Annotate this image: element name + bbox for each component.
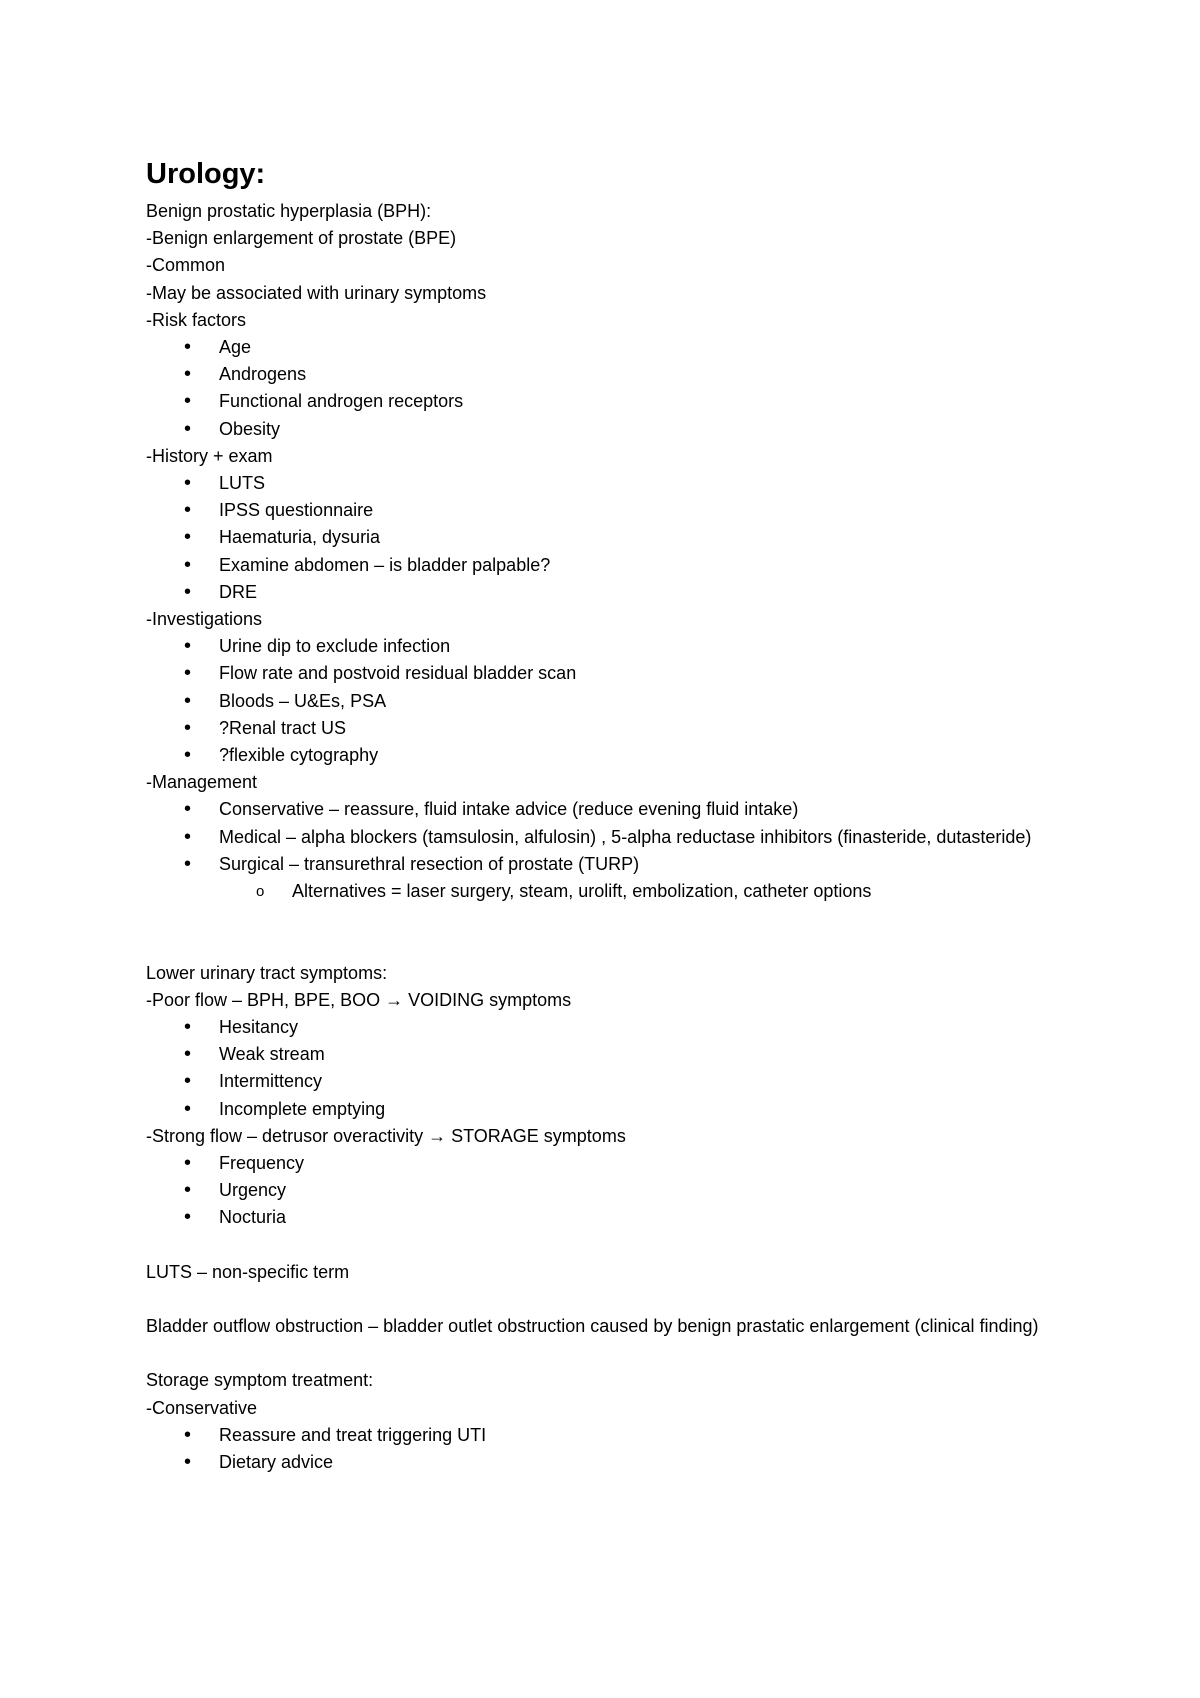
bph-line: -Benign enlargement of prostate (BPE) bbox=[146, 228, 457, 249]
luts-heading: Lower urinary tract symptoms: bbox=[146, 962, 388, 983]
poor-flow-heading: -Poor flow – BPH, BPE, BOO → VOIDING symptoms bbox=[146, 989, 572, 1010]
management-heading: -Management bbox=[146, 772, 258, 793]
list-item: • Obesity bbox=[146, 416, 1086, 443]
storage-treatment-list bbox=[146, 1422, 1086, 1476]
management-sublist bbox=[146, 878, 1086, 905]
voiding-symptoms-list bbox=[146, 1014, 1086, 1123]
list-item: • Examine abdomen – is bladder palpable? bbox=[146, 552, 1086, 579]
spacer bbox=[146, 905, 1086, 959]
spacer bbox=[146, 1232, 1086, 1259]
conservative-heading: -Conservative bbox=[146, 1397, 258, 1418]
strong-flow-heading: -Strong flow – detrusor overactivity → STORAGE symptoms bbox=[146, 1125, 626, 1146]
luts-note: LUTS – non-specific term bbox=[146, 1261, 350, 1282]
list-item: • Dietary advice bbox=[146, 1449, 1086, 1476]
document-body bbox=[146, 150, 1086, 1476]
investigations-list bbox=[146, 633, 1086, 769]
boo-note: Bladder outflow obstruction – bladder outlet obstruction caused by benign prastatic enlargement (clinical finding) bbox=[146, 1316, 1039, 1337]
list-item: • Bloods – U&Es, PSA bbox=[146, 688, 1086, 715]
spacer bbox=[146, 1286, 1086, 1313]
sub-list-item: o Alternatives = laser surgery, steam, urolift, embolization, catheter options bbox=[146, 878, 1086, 905]
list-item: • Nocturia bbox=[146, 1204, 1086, 1231]
list-item: • LUTS bbox=[146, 470, 1086, 497]
list-item: • Haematuria, dysuria bbox=[146, 524, 1086, 551]
bph-line: -May be associated with urinary symptoms bbox=[146, 282, 487, 303]
list-item: • Intermittency bbox=[146, 1068, 1086, 1095]
list-item: • ?flexible cytography bbox=[146, 742, 1086, 769]
list-item: • Urgency bbox=[146, 1177, 1086, 1204]
storage-treatment-heading: Storage symptom treatment: bbox=[146, 1370, 374, 1391]
history-list bbox=[146, 470, 1086, 606]
list-item: • Urine dip to exclude infection bbox=[146, 633, 1086, 660]
list-item: • Androgens bbox=[146, 361, 1086, 388]
list-item: • DRE bbox=[146, 579, 1086, 606]
list-item: • Flow rate and postvoid residual bladder scan bbox=[146, 660, 1086, 687]
risk-factors-heading: -Risk factors bbox=[146, 309, 247, 330]
list-item: • ?Renal tract US bbox=[146, 715, 1086, 742]
list-item: • Functional androgen receptors bbox=[146, 388, 1086, 415]
management-list bbox=[146, 796, 1086, 878]
bph-heading: Benign prostatic hyperplasia (BPH): bbox=[146, 201, 432, 221]
spacer bbox=[146, 1340, 1086, 1367]
list-item: • Weak stream bbox=[146, 1041, 1086, 1068]
page-title: Urology: bbox=[146, 158, 266, 190]
list-item: • Reassure and treat triggering UTI bbox=[146, 1422, 1086, 1449]
bph-line: -Common bbox=[146, 255, 226, 276]
list-item: • IPSS questionnaire bbox=[146, 497, 1086, 524]
investigations-heading: -Investigations bbox=[146, 608, 263, 629]
list-item: • Frequency bbox=[146, 1150, 1086, 1177]
storage-symptoms-list bbox=[146, 1150, 1086, 1232]
list-item: • Incomplete emptying bbox=[146, 1096, 1086, 1123]
list-item: • Conservative – reassure, fluid intake advice (reduce evening fluid intake) bbox=[146, 796, 1086, 823]
history-heading: -History + exam bbox=[146, 445, 273, 466]
risk-factors-list bbox=[146, 334, 1086, 443]
list-item: • Age bbox=[146, 334, 1086, 361]
list-item: • Hesitancy bbox=[146, 1014, 1086, 1041]
list-item: • Surgical – transurethral resection of prostate (TURP) bbox=[146, 851, 1086, 878]
list-item: • Medical – alpha blockers (tamsulosin, alfulosin) , 5-alpha reductase inhibitors (finasteride, dutasteride) bbox=[146, 824, 1086, 851]
